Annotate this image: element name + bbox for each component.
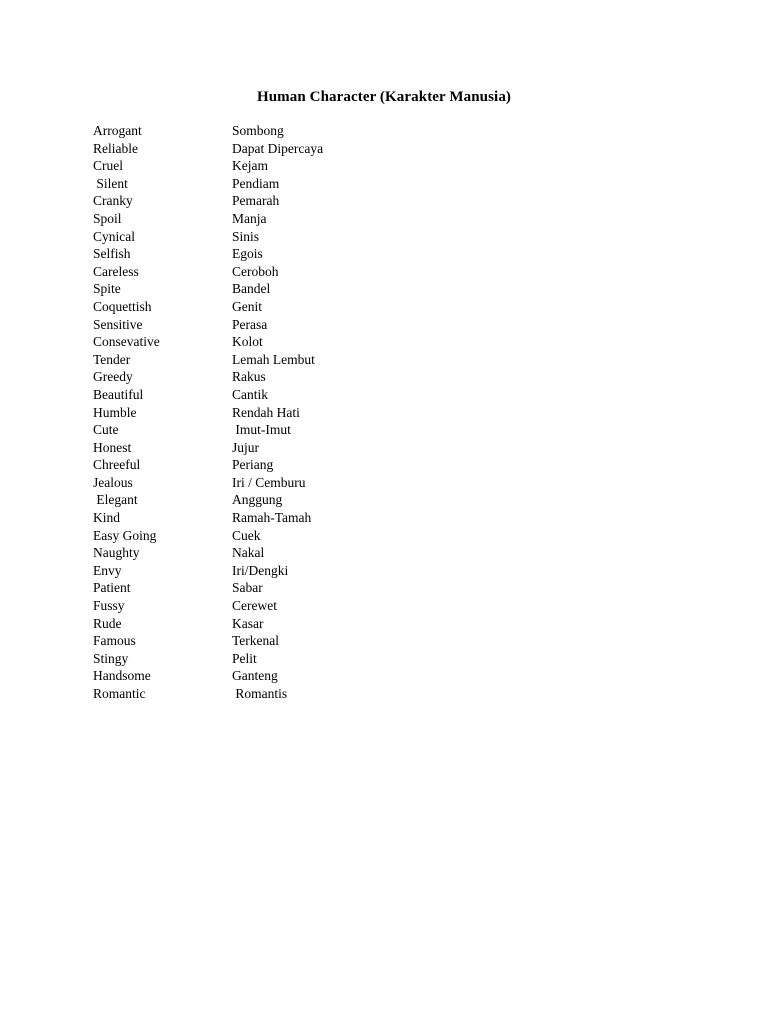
list-item <box>93 439 323 457</box>
document-title: Human Character (Karakter Manusia) <box>256 89 512 105</box>
list-item <box>93 351 323 369</box>
english-word: Stingy <box>93 650 129 666</box>
english-word: Romantic <box>93 686 146 701</box>
indonesian-translation: Sinis <box>232 228 260 244</box>
list-item <box>93 509 323 527</box>
english-word: Cute <box>93 422 119 438</box>
english-word: Naughty <box>93 545 140 561</box>
english-word: Selfish <box>93 246 131 262</box>
english-word: Reliable <box>93 140 138 156</box>
english-word: Envy <box>93 562 122 578</box>
indonesian-translation: Egois <box>232 246 263 262</box>
list-item <box>93 667 323 685</box>
english-word: Chreeful <box>93 457 141 473</box>
list-item <box>93 298 323 316</box>
english-word: Handsome <box>93 668 151 684</box>
english-word: Patient <box>93 580 131 596</box>
indonesian-translation: Cuek <box>232 527 261 543</box>
indonesian-translation: Kolot <box>232 334 263 350</box>
english-word: Tender <box>93 351 131 367</box>
list-item <box>93 316 323 334</box>
english-word: Sensitive <box>93 316 143 332</box>
list-item <box>93 122 323 140</box>
indonesian-translation: Ramah-Tamah <box>232 510 312 526</box>
list-item <box>93 544 323 562</box>
list-item <box>93 228 323 246</box>
english-word: Silent <box>93 175 128 191</box>
english-word: Rude <box>93 615 122 631</box>
indonesian-translation: Lemah Lembut <box>232 351 315 367</box>
indonesian-translation: Kejam <box>232 158 268 174</box>
indonesian-translation: Iri / Cemburu <box>232 474 306 490</box>
english-word: Cruel <box>93 158 123 174</box>
list-item <box>93 562 323 580</box>
list-item <box>93 491 323 509</box>
indonesian-translation: Iri/Dengki <box>232 562 289 578</box>
list-item <box>93 175 323 193</box>
list-item <box>93 280 323 298</box>
english-word: Cynical <box>93 228 135 244</box>
indonesian-translation: Romantis <box>232 686 288 701</box>
list-item <box>93 632 323 650</box>
english-word: Beautiful <box>93 386 144 402</box>
list-item <box>93 245 323 263</box>
english-word: Honest <box>93 439 132 455</box>
english-word: Elegant <box>93 492 138 508</box>
english-word: Kind <box>93 510 120 526</box>
indonesian-translation: Kasar <box>232 615 264 631</box>
english-word: Humble <box>93 404 137 420</box>
indonesian-translation: Sombong <box>232 123 284 138</box>
indonesian-translation: Anggung <box>232 492 283 508</box>
indonesian-translation: Perasa <box>232 316 268 332</box>
list-item <box>93 527 323 545</box>
indonesian-translation: Genit <box>232 298 262 314</box>
list-item <box>93 650 323 668</box>
english-word: Spoil <box>93 210 122 226</box>
english-word: Jealous <box>93 474 133 490</box>
indonesian-translation: Cantik <box>232 386 268 402</box>
english-word: Coquettish <box>93 298 152 314</box>
list-item <box>93 210 323 228</box>
list-item <box>93 333 323 351</box>
indonesian-translation: Ceroboh <box>232 263 279 279</box>
english-word: Spite <box>93 281 121 297</box>
list-item <box>93 615 323 633</box>
indonesian-translation: Pendiam <box>232 175 280 191</box>
list-item <box>93 404 323 422</box>
indonesian-translation: Pelit <box>232 650 257 666</box>
indonesian-translation: Ganteng <box>232 668 278 684</box>
english-word: Careless <box>93 263 139 279</box>
english-word: Consevative <box>93 334 160 350</box>
english-word: Easy Going <box>93 527 157 543</box>
list-item <box>93 368 323 386</box>
indonesian-translation: Jujur <box>232 439 259 455</box>
indonesian-translation: Rakus <box>232 369 266 385</box>
list-item <box>93 157 323 175</box>
indonesian-translation: Cerewet <box>232 598 277 614</box>
english-word: Famous <box>93 633 136 649</box>
english-word: Greedy <box>93 369 133 385</box>
indonesian-translation: Pemarah <box>232 193 280 209</box>
list-item <box>93 386 323 404</box>
english-word: Cranky <box>93 193 133 209</box>
list-item <box>93 456 323 474</box>
list-item <box>93 597 323 615</box>
english-word: Fussy <box>93 598 125 614</box>
list-item <box>93 579 323 597</box>
list-item <box>93 685 323 703</box>
list-item <box>93 263 323 281</box>
indonesian-translation: Dapat Dipercaya <box>232 140 324 156</box>
list-item <box>93 140 323 158</box>
list-item <box>93 421 323 439</box>
english-word: Arrogant <box>93 123 142 138</box>
indonesian-translation: Terkenal <box>232 633 280 649</box>
indonesian-translation: Manja <box>232 210 267 226</box>
list-item <box>93 474 323 492</box>
indonesian-translation: Periang <box>232 457 274 473</box>
indonesian-translation: Rendah Hati <box>232 404 300 420</box>
indonesian-translation: Imut-Imut <box>232 422 291 438</box>
indonesian-translation: Nakal <box>232 545 265 561</box>
vocabulary-list <box>93 122 323 703</box>
list-item <box>93 192 323 210</box>
indonesian-translation: Bandel <box>232 281 271 297</box>
indonesian-translation: Sabar <box>232 580 263 596</box>
